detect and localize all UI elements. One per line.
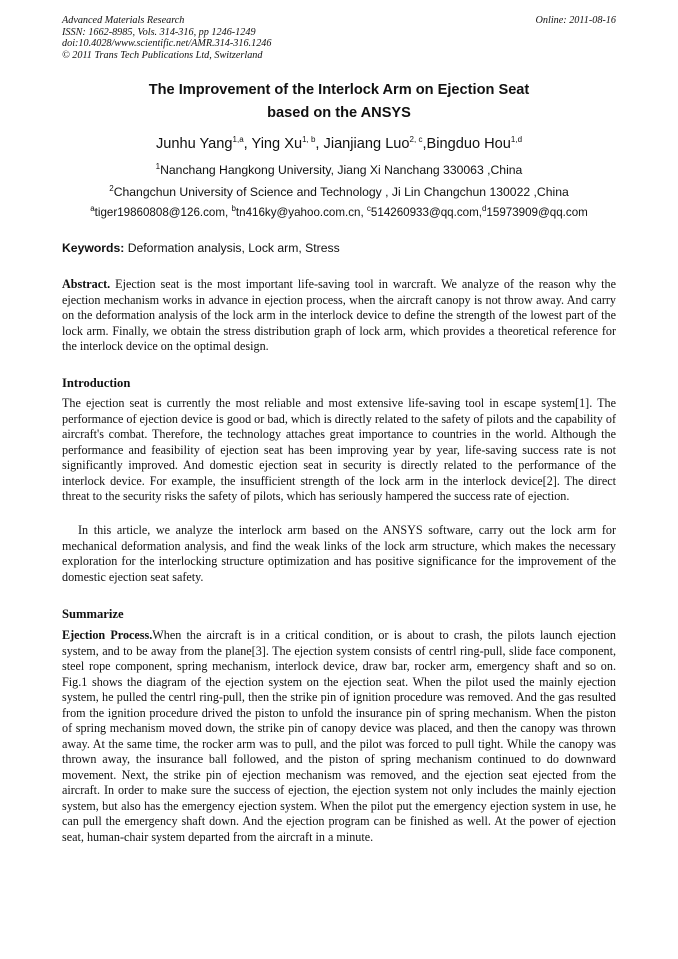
keywords-label: Keywords: bbox=[62, 241, 125, 255]
keywords-text: Deformation analysis, Lock arm, Stress bbox=[124, 241, 340, 255]
affiliation-2 bbox=[0, 185, 678, 199]
email-sup: c bbox=[366, 204, 371, 214]
author-sup: 2, c bbox=[409, 135, 423, 145]
author-sep: , bbox=[315, 136, 324, 152]
email-sup: b bbox=[231, 204, 236, 214]
abstract bbox=[62, 277, 616, 355]
paper-title-line2: based on the ANSYS bbox=[267, 105, 411, 121]
journal-header bbox=[62, 15, 271, 61]
online-date: Online: 2011-08-16 bbox=[535, 15, 616, 26]
summarize-heading: Summarize bbox=[62, 607, 124, 621]
email-sup: d bbox=[481, 204, 487, 214]
issn-line: ISSN: 1662-8985, Vols. 314-316, pp 1246-1249 bbox=[62, 26, 256, 38]
abstract-text: Ejection seat is the most important life-saving tool in warcraft. We analyze of the reason why the ejection mechanism works in advance in ejection process, when the aircraft canopy is not throw away. And carry on the deformation analysis of the lock arm in the interlock device to define the strength of the lowest part of the lock arm. Finally, we obtain the stress distribution graph of lock arm, which provides a theoretical reference for the interlock device on the optimal design. bbox=[62, 277, 616, 353]
ejection-process-paragraph bbox=[62, 628, 616, 845]
email-link[interactable]: tn416ky@yahoo.com.cn, bbox=[235, 206, 367, 219]
keywords bbox=[62, 241, 618, 255]
affiliation-1 bbox=[0, 163, 678, 177]
author-sup: 1, b bbox=[302, 135, 316, 145]
affiliation-text: Changchun University of Science and Technology , Ji Lin Changchun 130022 ,China bbox=[113, 185, 569, 199]
affiliation-text: Nanchang Hangkong University, Jiang Xi Nanchang 330063 ,China bbox=[160, 163, 523, 177]
author-name: Junhu Yang bbox=[155, 136, 233, 152]
author-name: Bingduo Hou bbox=[426, 136, 511, 152]
ejection-process-label: Ejection Process. bbox=[62, 628, 153, 642]
introduction-paragraph-2: In this article, we analyze the interlock arm based on the ANSYS software, carry out the lock arm for mechanical deformation analysis, and find the weak links of the lock arm structure, which makes the necessary exploration for the interlocking structure optimization and has positive significance for the improvement of the domestic ejection seat safety. bbox=[62, 523, 616, 584]
paper-title-line1: The Improvement of the Interlock Arm on Ejection Seat bbox=[148, 82, 530, 98]
abstract-label: Abstract. bbox=[62, 277, 111, 291]
ejection-process-text: When the aircraft is in a critical condition, or is about to crash, the pilots launch ejection system, and to be away from the plane[3]. The ejection system consists of centrl ring-pull, slide face component, steel rope component, spring mechanism, interlock device, draw bar, rocker arm, emergency shaft and so on. Fig.1 shows the diagram of the ejection system on the ejection seat. When the pilot used the mainly ejection system, he pulled the centrl ring-pull, then the strike pin of ignition procedure was removed. And the gas resulted from the ignition procedure drived the piston to unfold the insurance pin of spring mechanism. When the piston of spring mechanism moved down, the strike pin of canopy device was placed, and then the canopy was thrown away. At the same time, the rocker arm was to pull, and the pilot was forced to pull tight. While the canopy was thrown away, the insurance ball followed, and the piston of spring mechanism continued to do downward movement. Next, the strike pin of ejection mechanism was removed, and the ejection seat ejected from the aircraft. In order to make sure the success of ejection, the ejection system not only includes the mainly ejection system, but also has the emergency ejection system. When the pilot put the emergency ejection system in use, he can pull the emergency shaft down. And the ejection program can be finished as well. At the power of ejection seat, human-chair system departed from the aircraft in a minute. bbox=[62, 628, 616, 844]
journal-name: Advanced Materials Research bbox=[62, 15, 185, 26]
introduction-paragraph-1: The ejection seat is currently the most reliable and most extensive life-saving tool in escape system[1]. The performance of ejection device is good or bad, which is directly related to the safety of pilots and the capability of aircraft's combat. Therefore, the technology attaches great importance to countries in the world. Although the performance and feasibility of ejection seat has been improving year by year, life-saving success rate is not significantly improved. And domestic ejection seat in security is directly related to the performance of the interlock device. For example, the insufficient strength of the lock arm in the interlock device[2]. The direct threat to the security risks the safety of pilots, which has seriously hampered the success rate of ejection. bbox=[62, 396, 616, 503]
doi-line: doi:10.4028/www.scientific.net/AMR.314-316.1246 bbox=[62, 38, 272, 50]
affiliation-sup: 1 bbox=[155, 161, 161, 171]
author-sep: , bbox=[243, 136, 252, 152]
introduction-heading: Introduction bbox=[62, 376, 131, 390]
author-sup: 1,a bbox=[232, 135, 244, 145]
author-list bbox=[0, 136, 678, 152]
copyright-line: © 2011 Trans Tech Publications Ltd, Switzerland bbox=[62, 49, 263, 61]
author-name: Jianjiang Luo bbox=[323, 136, 410, 152]
affiliation-sup: 2 bbox=[109, 183, 114, 193]
email-link[interactable]: 514260933@qq.com, bbox=[370, 206, 482, 219]
author-sep: , bbox=[422, 136, 427, 152]
email-list bbox=[0, 206, 678, 219]
email-link[interactable]: 15973909@qq.com bbox=[486, 206, 588, 219]
author-name: Ying Xu bbox=[251, 136, 303, 152]
author-sup: 1,d bbox=[510, 135, 523, 145]
email-sup: a bbox=[90, 204, 95, 214]
email-link[interactable]: tiger19860808@126.com, bbox=[94, 206, 232, 219]
